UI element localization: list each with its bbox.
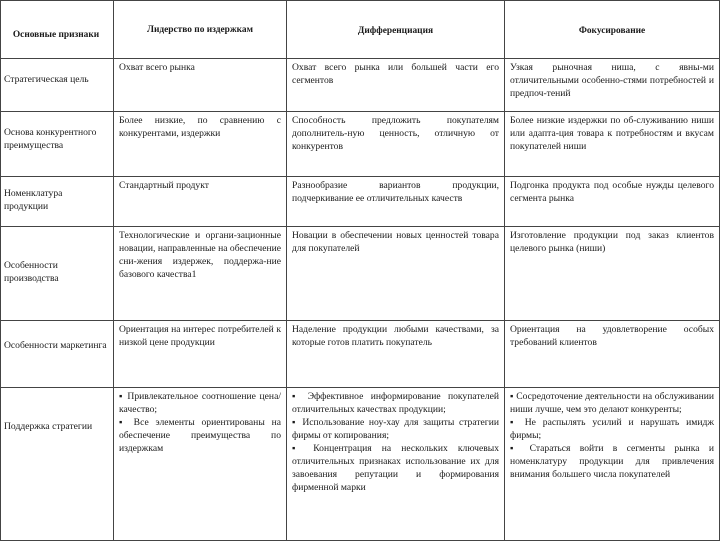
row-label: Номенклатура продукции: [1, 177, 114, 227]
header-cost-leadership: Лидерство по издержкам: [114, 1, 287, 59]
row-label: Основа конкурентного преимущества: [1, 112, 114, 177]
list-item: ▪ Эффективное информирование покупателей отличительных качествах продукции;: [292, 391, 499, 415]
table-row: [1, 112, 720, 177]
diff-cell: Наделение продукции любыми качествами, за которые готов платить покупатель: [287, 321, 505, 388]
diff-cell: Новации в обеспечении новых ценностей товара для покупателей: [287, 227, 505, 321]
diff-cell: Разнообразие вариантов продукции, подчеркивание ее отличительных качеств: [287, 177, 505, 227]
focus-cell: Узкая рыночная ниша, с явны-ми отличительными особенно-стями потребностей и предпоч-тений: [505, 59, 720, 112]
table-row: [1, 59, 720, 112]
row-label: Особенности производства: [1, 227, 114, 321]
list-item: ▪ Не распылять усилий и нарушать имидж фирмы;: [510, 417, 714, 441]
cost-cell: Охват всего рынка: [114, 59, 287, 112]
header-focusing: Фокусирование: [505, 1, 720, 59]
cost-cell: [114, 388, 287, 541]
list-item: ▪ Сосредоточение деятельности на обслуживании ниши лучше, чем это делают конкуренты;: [510, 391, 714, 415]
focus-cell: [505, 388, 720, 541]
focus-cell: Ориентация на удовлетворение особых требований клиентов: [505, 321, 720, 388]
list-item: ▪ Концентрация на нескольких ключевых отличительных признаках использование их для завоевания репутации и формирования фирменной марки: [292, 443, 499, 493]
header-features: Основные признаки: [1, 1, 114, 59]
diff-cell: [287, 388, 505, 541]
row-label: Стратегическая цель: [1, 59, 114, 112]
header-differentiation: Дифференциация: [287, 1, 505, 59]
diff-cell: Охват всего рынка или большей части его сегментов: [287, 59, 505, 112]
cost-cell: Ориентация на интерес потребителей к низкой цене продукции: [114, 321, 287, 388]
list-item: ▪ Стараться войти в сегменты рынка и номенклатуру продукции для привлечения внимания большего числа покупателей: [510, 443, 714, 480]
cost-cell: Технологические и органи-зационные новации, направленные на обеспечение сни-жения издержек, поддержа-ние базового качества1: [114, 227, 287, 321]
cost-cell: Более низкие, по сравнению с конкурентами, издержки: [114, 112, 287, 177]
list-item: ▪ Привлекательное соотношение цена/качество;: [119, 391, 281, 415]
table-row: [1, 321, 720, 388]
table-row: [1, 177, 720, 227]
table-row: [1, 227, 720, 321]
list-item: ▪ Использование ноу-хау для защиты стратегии фирмы от копирования;: [292, 417, 499, 441]
focus-cell: Подгонка продукта под особые нужды целевого сегмента рынка: [505, 177, 720, 227]
row-label: Особенности маркетинга: [1, 321, 114, 388]
cost-cell: Стандартный продукт: [114, 177, 287, 227]
diff-cell: Способность предложить покупателям дополнитель-ную ценность, отличную от конкурентов: [287, 112, 505, 177]
table-row: [1, 388, 720, 541]
focus-cell: Изготовление продукции под заказ клиентов целевого рынка (ниши): [505, 227, 720, 321]
row-label: Поддержка стратегии: [1, 388, 114, 541]
focus-cell: Более низкие издержки по об-служиванию ниши или адапта-ция товара к потребностям и вкусам покупателей ниши: [505, 112, 720, 177]
header-row: [1, 1, 720, 59]
list-item: ▪ Все элементы ориентированы на обеспечение преимущества по издержкам: [119, 417, 281, 454]
